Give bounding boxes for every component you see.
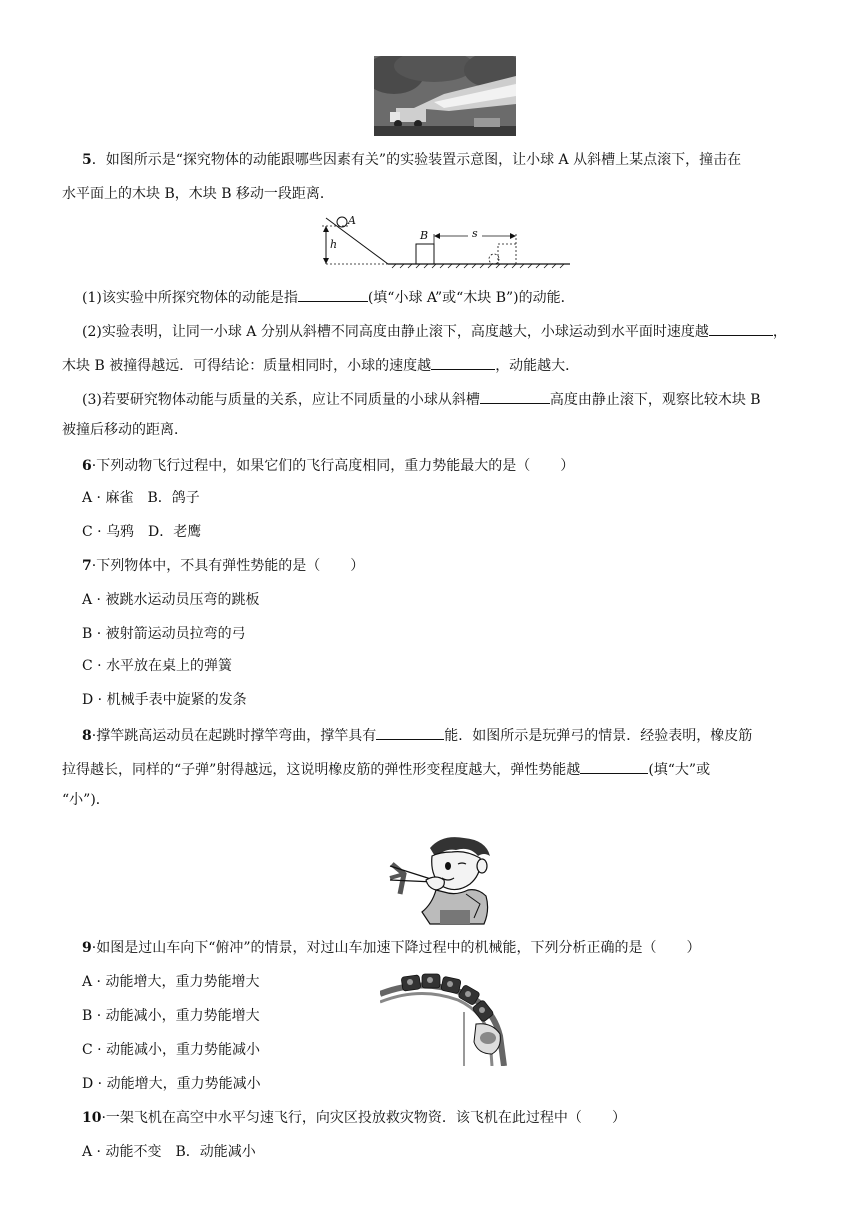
q5-part2-text-cont: 木块 B 被撞得越远．可得结论：质量相同时，小球的速度越: [62, 358, 432, 374]
q5-stem-line2: 水平面上的木块 B，木块 B 移动一段距离．: [62, 186, 334, 202]
incline-experiment-diagram: [318, 212, 574, 272]
q5-part1: [82, 286, 575, 308]
label-A: A: [348, 214, 356, 227]
question-number: 8: [82, 728, 92, 744]
q10-stem-text: ·一架飞机在高空中水平匀速飞行，向灾区投放救灾物资．该飞机在此过程中（: [101, 1110, 582, 1126]
answer-blank[interactable]: [580, 758, 648, 774]
label-h: h: [330, 238, 338, 251]
q9-close-paren: ）: [686, 940, 701, 956]
label-B: B: [420, 229, 429, 242]
q8-stem-line2: [62, 758, 710, 780]
q5-stem-text: ．如图所示是“探究物体的动能跟哪些因素有关”的实验装置示意图，让小球 A 从斜槽上某点滚下，撞击在: [91, 152, 742, 168]
q5-part3-text: (3)若要研究物体动能与质量的关系，应让不同质量的小球从斜槽: [82, 392, 480, 408]
fog-cannon-truck-photo: [374, 56, 516, 136]
q9-stem: [82, 938, 701, 958]
answer-blank[interactable]: [376, 724, 444, 740]
q5-part3-text-mid: 高度由静止滚下，观察比较木块 B: [549, 392, 761, 408]
q5-part2-text: (2)实验表明，让同一小球 A 分别从斜槽不同高度由静止滚下，高度越大，小球运动到水平面时速度越: [82, 324, 709, 340]
q5-part1-text: (1)该实验中所探究物体的动能是指: [82, 290, 298, 306]
q9-stem-text: ·如图是过山车向下“俯冲”的情景，对过山车加速下降过程中的机械能，下列分析正确的是（: [91, 940, 657, 956]
answer-blank[interactable]: [480, 388, 550, 404]
q6-options-row2[interactable]: C · 乌鸦 D．老鹰: [82, 524, 202, 540]
q8-text-cont: 拉得越长，同样的“子弹”射得越远，这说明橡皮筋的弹性形变程度越大，弹性势能越: [62, 762, 581, 778]
answer-blank[interactable]: [709, 320, 773, 336]
q6-stem: [82, 456, 574, 476]
q10-options-row1[interactable]: A · 动能不变 B．动能减小: [82, 1144, 256, 1160]
roller-coaster-illustration: [380, 972, 520, 1066]
q6-close-paren: ）: [560, 458, 575, 474]
q7-option-b[interactable]: B · 被射箭运动员拉弯的弓: [82, 626, 246, 642]
q7-option-c[interactable]: C · 水平放在桌上的弹簧: [82, 658, 233, 674]
answer-blank[interactable]: [298, 286, 368, 302]
q5-part3-line2: 被撞后移动的距离．: [62, 422, 188, 438]
q5-part2-comma: ，: [772, 324, 787, 340]
q7-stem: [82, 556, 364, 576]
q9-option-b[interactable]: B · 动能减小，重力势能增大: [82, 1008, 260, 1024]
question-number: 9: [82, 940, 92, 956]
fog-cannon-truck-illustration: [374, 56, 516, 136]
q6-stem-text: ·下列动物飞行过程中，如果它们的飞行高度相同，重力势能最大的是（: [91, 458, 531, 474]
incline-diagram-svg: [318, 212, 574, 272]
q7-option-a[interactable]: A · 被跳水运动员压弯的跳板: [82, 592, 260, 608]
q7-stem-text: ·下列物体中，不具有弹性势能的是（: [91, 558, 321, 574]
q7-option-d[interactable]: D · 机械手表中旋紧的发条: [82, 692, 247, 708]
q8-stem-line3: “小”)．: [62, 792, 110, 808]
q5-part2-line2: [62, 354, 579, 376]
q6-options-row1[interactable]: A · 麻雀 B．鸽子: [82, 490, 200, 506]
question-number: 10: [82, 1110, 102, 1126]
roller-coaster-svg: [380, 972, 520, 1066]
question-number: 6: [82, 458, 92, 474]
label-s: s: [472, 227, 478, 240]
q5-part1-text-end: (填“小球 A”或“木块 B”)的动能．: [367, 290, 575, 306]
q10-close-paren: ）: [611, 1110, 626, 1126]
q7-close-paren: ）: [350, 558, 365, 574]
question-number: 7: [82, 558, 92, 574]
question-number: 5: [82, 152, 92, 168]
answer-blank[interactable]: [431, 354, 495, 370]
q5-part2-text-end: ，动能越大．: [495, 358, 580, 374]
q9-option-c[interactable]: C · 动能减小，重力势能减小: [82, 1042, 261, 1058]
q8-stem-line1: [82, 724, 752, 746]
q9-option-d[interactable]: D · 动能增大，重力势能减小: [82, 1076, 261, 1092]
q9-option-a[interactable]: A · 动能增大，重力势能增大: [82, 974, 260, 990]
q5-stem-line1: [82, 150, 741, 170]
q8-text-hint: (填“大”或: [648, 762, 711, 778]
q8-text: ·撑竿跳高运动员在起跳时撑竿弯曲，撑竿具有: [91, 728, 377, 744]
slingshot-boy-illustration: [386, 834, 498, 926]
q8-text-mid: 能．如图所示是玩弹弓的情景．经验表明，橡皮筋: [444, 728, 753, 744]
q5-part2-line1: [82, 320, 787, 342]
q5-part3-line1: [82, 388, 761, 410]
q10-stem: [82, 1108, 626, 1128]
slingshot-boy-svg: [386, 834, 498, 926]
